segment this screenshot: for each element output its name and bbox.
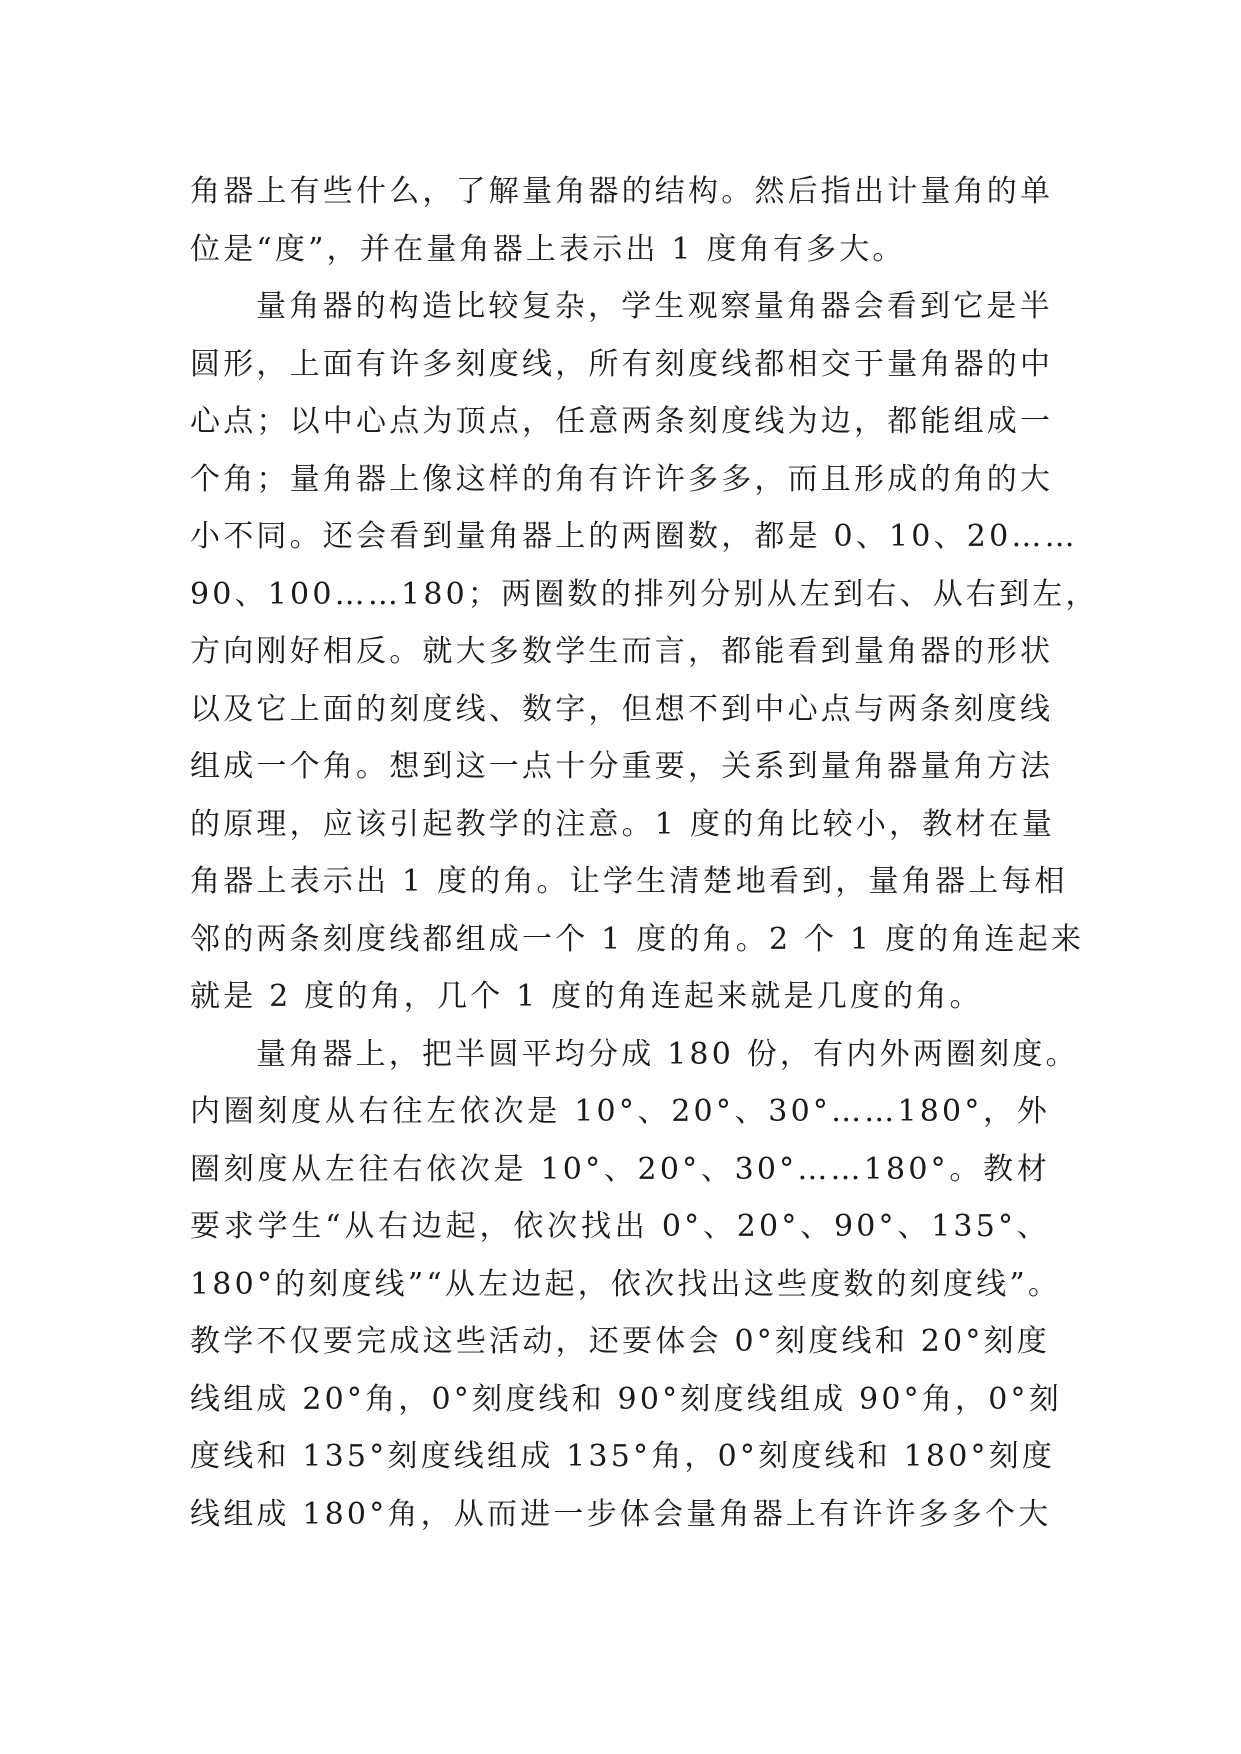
text-line: 90、100……180；两圈数的排列分别从左到右、从右到左， — [190, 576, 1099, 612]
text-line: 量角器上，把半圆平均分成 180 份，有内外两圈刻度。 — [256, 1036, 1079, 1072]
paragraph — [190, 1026, 1079, 1544]
text-line: 方向刚好相反。就大多数学生而言，都能看到量角器的形状 — [190, 634, 1054, 669]
paragraph — [190, 278, 1099, 1026]
text-line: 180°的刻度线”“从左边起，依次找出这些度数的刻度线”。 — [190, 1266, 1062, 1302]
text-line: 小不同。还会看到量角器上的两圈数，都是 0、10、20…… — [190, 519, 1078, 554]
text-line: 组成一个角。想到这一点十分重要，关系到量角器量角方法 — [190, 749, 1054, 784]
text-line: 线组成 180°角，从而进一步体会量角器上有许许多多个大 — [190, 1496, 1052, 1532]
text-line: 圆形，上面有许多刻度线，所有刻度线都相交于量角器的中 — [190, 346, 1054, 382]
text-line: 以及它上面的刻度线、数字，但想不到中心点与两条刻度线 — [190, 691, 1054, 727]
text-line: 位是“度”，并在量角器上表示出 1 度角有多大。 — [190, 231, 906, 267]
paragraph — [190, 163, 1054, 278]
body-text — [190, 163, 1099, 1543]
text-line: 线组成 20°角，0°刻度线和 90°刻度线组成 90°角，0°刻 — [190, 1381, 1062, 1417]
text-line: 个角；量角器上像这样的角有许许多多，而且形成的角的大 — [190, 461, 1054, 497]
text-line: 的原理，应该引起教学的注意。1 度的角比较小，教材在量 — [190, 806, 1056, 842]
text-line: 要求学生“从右边起，依次找出 0°、20°、90°、135°、 — [190, 1209, 1050, 1244]
text-line: 内圈刻度从右往左依次是 10°、20°、30°……180°，外 — [190, 1094, 1050, 1129]
text-line: 教学不仅要完成这些活动，还要体会 0°刻度线和 20°刻度 — [190, 1324, 1050, 1359]
text-line: 圈刻度从左往右依次是 10°、20°、30°……180°。教材 — [190, 1151, 1050, 1187]
text-line: 心点；以中心点为顶点，任意两条刻度线为边，都能组成一 — [190, 404, 1054, 439]
text-line: 角器上有些什么，了解量角器的结构。然后指出计量角的单 — [190, 174, 1054, 209]
text-line: 度线和 135°刻度线组成 135°角，0°刻度线和 180°刻度 — [190, 1439, 1056, 1474]
text-line: 就是 2 度的角，几个 1 度的角连起来就是几度的角。 — [190, 979, 983, 1014]
text-line: 量角器的构造比较复杂，学生观察量角器会看到它是半 — [256, 289, 1053, 324]
text-line: 邻的两条刻度线都组成一个 1 度的角。2 个 1 度的角连起来 — [190, 921, 1085, 957]
text-line: 角器上表示出 1 度的角。让学生清楚地看到，量角器上每相 — [190, 864, 1068, 899]
